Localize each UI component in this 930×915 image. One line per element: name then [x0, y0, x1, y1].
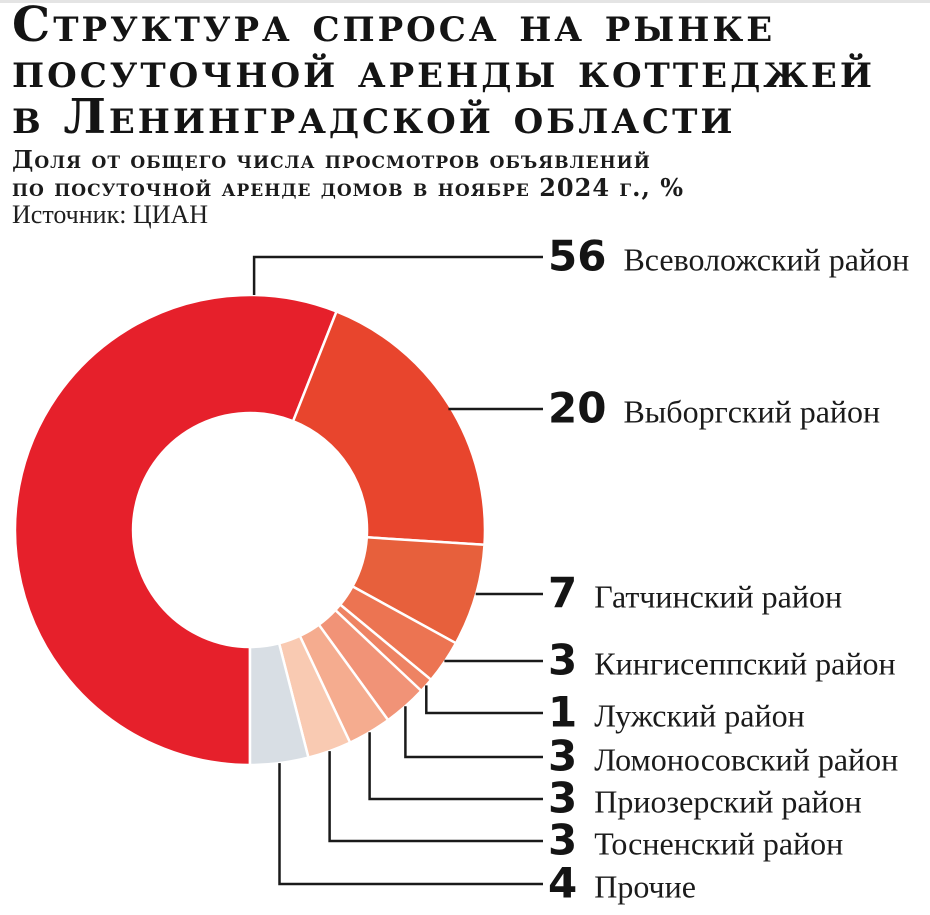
leader-line-8 — [280, 763, 544, 884]
slice-name: Всеволожский район — [623, 241, 910, 278]
slice-value: 1 — [548, 687, 578, 737]
chart-subtitle-line: по посуточной аренде домов в ноябре 2024 г., % — [12, 173, 684, 202]
slice-name: Тосненский район — [594, 825, 844, 862]
slice-value: 4 — [548, 858, 578, 908]
page-title-line: в Ленинградской области — [12, 89, 736, 145]
slice-name: Выборгский район — [623, 393, 881, 430]
slice-name: Лужский район — [594, 697, 805, 734]
chart-subtitle-line: Доля от общего числа просмотров объявлений — [12, 145, 651, 174]
pie-slice-1 — [293, 312, 485, 545]
slice-value: 3 — [548, 815, 578, 865]
source-label: Источник: ЦИАН — [12, 200, 209, 229]
slice-name: Приозерский район — [594, 783, 862, 820]
chart-label-row — [548, 569, 842, 618]
leader-line-7 — [330, 751, 543, 841]
slice-name: Ломоносовский район — [594, 741, 899, 778]
slice-value: 3 — [548, 731, 578, 781]
leader-line-4 — [426, 685, 543, 713]
chart-label-row — [548, 688, 805, 737]
leader-line-0 — [254, 257, 543, 295]
slice-name: Прочие — [594, 868, 696, 905]
slice-value: 3 — [548, 773, 578, 823]
slice-value: 3 — [548, 635, 578, 685]
chart-label-row — [548, 816, 843, 865]
slice-name: Кингисеппский район — [594, 645, 896, 682]
chart-label-row — [548, 636, 896, 685]
page-title-line: Структура спроса на рынке — [12, 0, 776, 53]
chart-label-row — [548, 232, 909, 281]
slice-name: Гатчинский район — [594, 578, 843, 615]
slice-value: 7 — [548, 568, 578, 618]
chart-label-row — [548, 859, 696, 908]
leader-line-6 — [370, 732, 543, 799]
slice-value: 56 — [548, 231, 607, 281]
page-title-line: посуточной аренды коттеджей — [12, 43, 875, 99]
slice-value: 20 — [548, 383, 607, 433]
chart-label-row — [548, 384, 880, 433]
